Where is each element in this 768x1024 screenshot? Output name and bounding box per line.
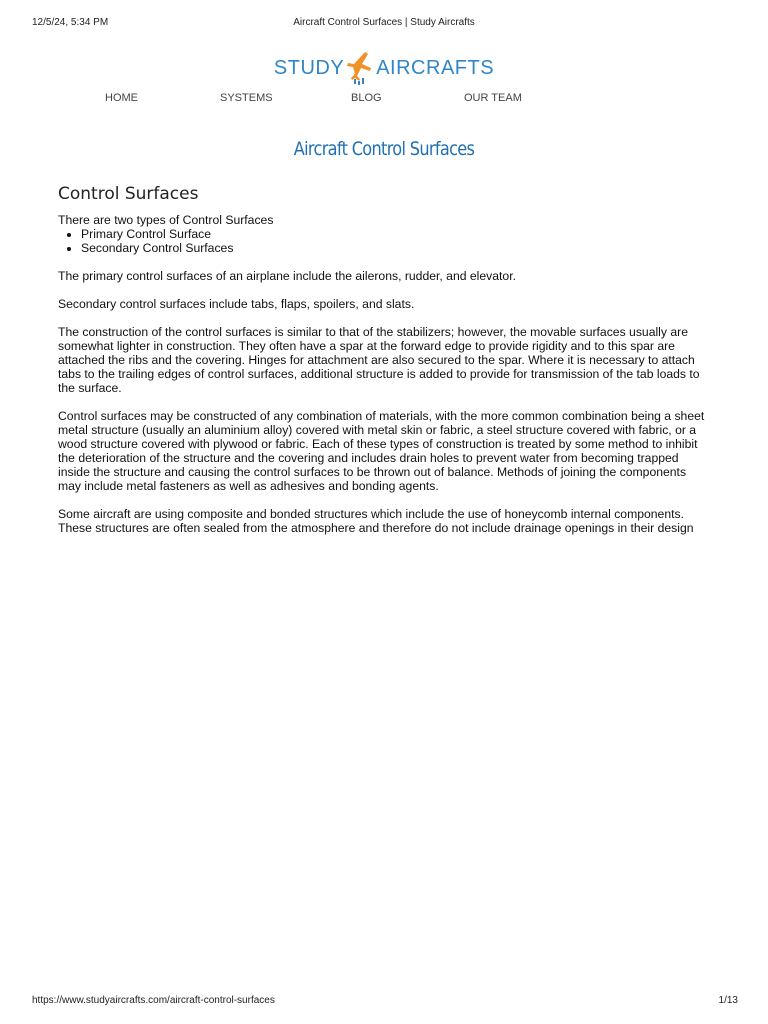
control-surface-types-list bbox=[58, 227, 712, 255]
nav-item-our-team[interactable]: OUR TEAM bbox=[464, 92, 522, 104]
section-heading: Control Surfaces bbox=[58, 184, 199, 204]
paragraph-secondary: Secondary control surfaces include tabs, flaps, spoilers, and slats. bbox=[58, 297, 415, 311]
paragraph-composites: Some aircraft are using composite and bonded structures which include the use of honeycomb internal components. These structures are often sealed from the atmosphere and therefore do not include drainage openings in their design bbox=[58, 507, 694, 535]
airplane-icon bbox=[345, 50, 375, 86]
list-item: • Primary Control Surface bbox=[81, 227, 712, 241]
logo-text-study: STUDY bbox=[273, 56, 345, 79]
nav-item-blog[interactable]: BLOG bbox=[351, 92, 382, 104]
page-number: 1/13 bbox=[718, 995, 738, 1006]
intro-text: There are two types of Control Surfaces bbox=[58, 213, 274, 227]
logo-text-aircrafts: AIRCRAFTS bbox=[376, 56, 495, 79]
paragraph-primary: The primary control surfaces of an airplane include the ailerons, rudder, and elevator. bbox=[58, 269, 516, 283]
print-doc-title: Aircraft Control Surfaces | Study Aircrafts bbox=[293, 17, 475, 28]
print-header bbox=[32, 17, 736, 31]
main-nav bbox=[0, 92, 768, 106]
page-url: https://www.studyaircrafts.com/aircraft-control-surfaces bbox=[32, 995, 275, 1006]
paragraph-materials: Control surfaces may be constructed of any combination of materials, with the more common combination being a sheet metal structure (usually an aluminium alloy) covered with metal skin or fabric, a steel structure covered with fabric, or a wood structure covered with plywood or fabric. Each of these types of construction is treated by some method to inhibit the deterioration of the structure and the covering and includes drain holes to prevent water from becoming trapped inside the structure and causing the control surfaces to be thrown out of balance. Methods of joining the components may include metal fasteners as well as adhesives and bonding agents. bbox=[58, 409, 705, 493]
page-title: Aircraft Control Surfaces bbox=[293, 138, 475, 160]
nav-item-home[interactable]: HOME bbox=[105, 92, 138, 104]
nav-item-systems[interactable]: SYSTEMS bbox=[220, 92, 273, 104]
print-datetime: 12/5/24, 5:34 PM bbox=[32, 17, 109, 28]
paragraph-construction: The construction of the control surfaces is similar to that of the stabilizers; however, the movable surfaces usually are somewhat lighter in construction. They often have a spar at the forward edge to provide rigidity and to this spar are attached the ribs and the covering. Hinges for attachment are also secured to the spar. Where it is necessary to attach tabs to the trailing edges of control surfaces, additional structure is added to provide for transmission of the tab loads to the surface. bbox=[58, 325, 700, 395]
list-item: • Secondary Control Surfaces bbox=[81, 241, 712, 255]
article-body bbox=[58, 213, 712, 535]
print-footer bbox=[32, 995, 738, 1009]
site-logo[interactable] bbox=[0, 48, 768, 88]
